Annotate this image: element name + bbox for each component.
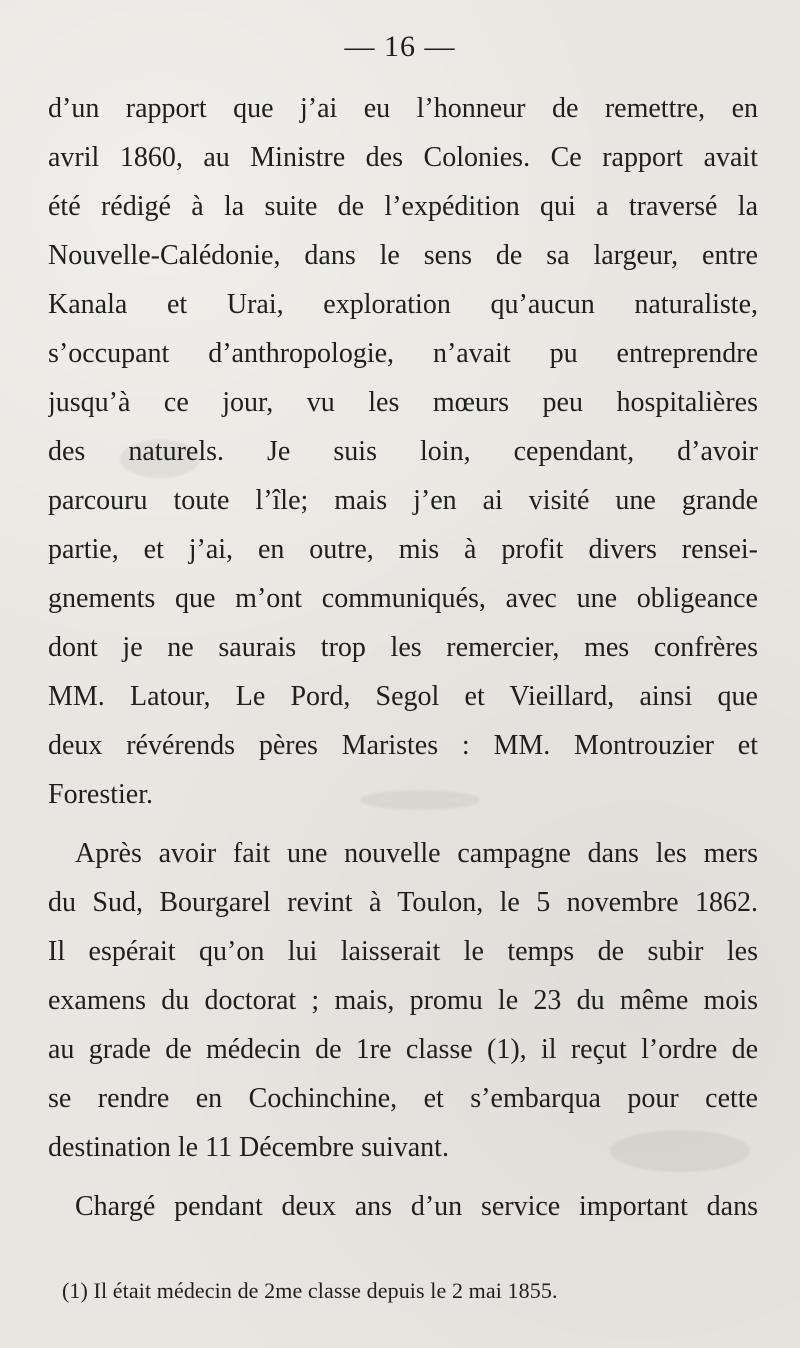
page-number: — 16 — bbox=[344, 30, 456, 63]
body-text-line: examens du doctorat ; mais, promu le 23 du même mois bbox=[48, 986, 758, 1016]
body-text-line: partie, et j’ai, en outre, mis à profit divers rensei- bbox=[48, 535, 758, 565]
footnote: (1) Il était médecin de 2me classe depuis le 2 mai 1855. bbox=[62, 1278, 558, 1303]
body-text-line: destination le 11 Décembre suivant. bbox=[48, 1133, 449, 1163]
body-text-line: deux révérends pères Maristes : MM. Montrouzier et bbox=[48, 731, 758, 761]
body-text-line: Forestier. bbox=[48, 780, 153, 810]
body-text-line: dont je ne saurais trop les remercier, mes confrères bbox=[48, 633, 758, 663]
body-text-line: s’occupant d’anthropologie, n’avait pu entreprendre bbox=[48, 339, 758, 369]
body-text-line: Nouvelle-Calédonie, dans le sens de sa largeur, entre bbox=[48, 241, 758, 271]
body-text-line: parcouru toute l’île; mais j’en ai visité une grande bbox=[48, 486, 758, 516]
body-text-line: jusqu’à ce jour, vu les mœurs peu hospitalières bbox=[48, 388, 758, 418]
body-text-line: été rédigé à la suite de l’expédition qui a traversé la bbox=[48, 192, 758, 222]
body-text-line: du Sud, Bourgarel revint à Toulon, le 5 novembre 1862. bbox=[48, 888, 758, 918]
body-text-line: Kanala et Urai, exploration qu’aucun naturaliste, bbox=[48, 290, 758, 320]
body-text-line: Il espérait qu’on lui laisserait le temps de subir les bbox=[48, 937, 758, 967]
body-text-line: d’un rapport que j’ai eu l’honneur de remettre, en bbox=[48, 94, 758, 124]
body-text-line: se rendre en Cochinchine, et s’embarqua pour cette bbox=[48, 1084, 758, 1114]
body-text-line: au grade de médecin de 1re classe (1), il reçut l’ordre de bbox=[48, 1035, 758, 1065]
body-text-line: Chargé pendant deux ans d’un service important dans bbox=[75, 1192, 758, 1222]
body-text-line: des naturels. Je suis loin, cependant, d’avoir bbox=[48, 437, 758, 467]
body-text-line: MM. Latour, Le Pord, Segol et Vieillard, ainsi que bbox=[48, 682, 758, 712]
body-text-line: gnements que m’ont communiqués, avec une obligeance bbox=[48, 584, 758, 614]
body-text-line: avril 1860, au Ministre des Colonies. Ce rapport avait bbox=[48, 143, 758, 173]
body-text-line: Après avoir fait une nouvelle campagne dans les mers bbox=[75, 839, 758, 869]
